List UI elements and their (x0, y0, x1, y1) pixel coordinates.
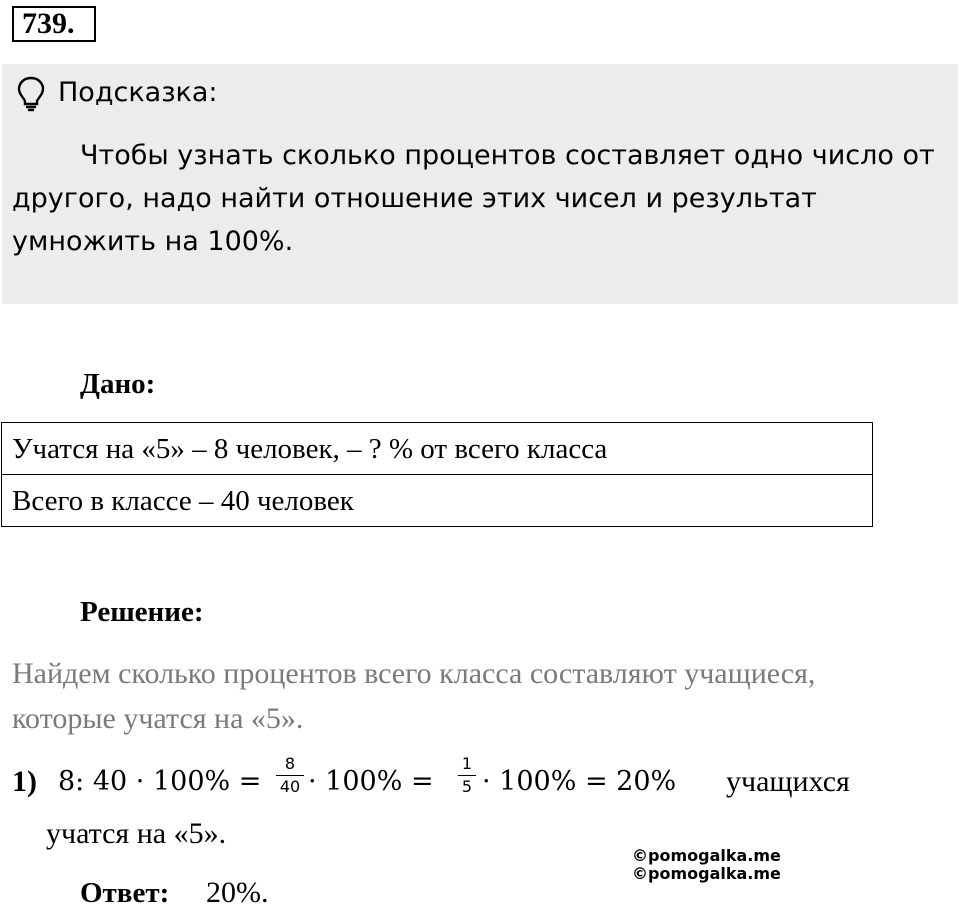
answer-value: 20%. (206, 876, 269, 909)
fraction-bar (276, 775, 304, 776)
solution-intro: Найдем сколько процентов всего класса составляют учащиеся, которые учатся на «5». (12, 657, 816, 735)
watermark: ©pomogalka.me (632, 846, 781, 865)
hint-text: Чтобы узнать сколько процентов составляет одно число от другого, надо найти отношение этих чисел и результат умножить на 100%. (12, 140, 935, 257)
fraction-numerator: 1 (461, 754, 473, 773)
given-row-1: Учатся на «5» – 8 человек, – ? % от всего класса (2, 423, 873, 475)
watermark: ©pomogalka.me (632, 864, 781, 883)
expression-end: · 100% = 20% (482, 766, 677, 797)
fraction-bar (458, 775, 476, 776)
hint-title: Подсказка: (58, 77, 218, 108)
answer-label: Ответ: (80, 877, 170, 909)
fraction-denominator: 40 (279, 777, 301, 796)
step-text-continuation: учатся на «5». (46, 817, 227, 850)
lightbulb-icon (16, 76, 46, 112)
step-number: 1) (12, 765, 37, 798)
task-number: 739. (12, 6, 96, 42)
solution-label: Решение: (80, 596, 204, 628)
fraction-numerator: 8 (284, 754, 296, 773)
expression-start: 8: 40 · 100% = (58, 766, 262, 797)
step-text-tail: учащихся (726, 765, 850, 798)
fraction-denominator: 5 (461, 777, 473, 796)
fraction-1-5 (458, 754, 476, 797)
given-table (1, 422, 873, 527)
table-row (2, 475, 873, 527)
fraction-8-40 (276, 754, 304, 797)
given-label: Дано: (80, 368, 156, 400)
table-row (2, 423, 873, 475)
given-row-2: Всего в классе – 40 человек (2, 475, 873, 527)
expression-middle: · 100% = (308, 766, 434, 797)
